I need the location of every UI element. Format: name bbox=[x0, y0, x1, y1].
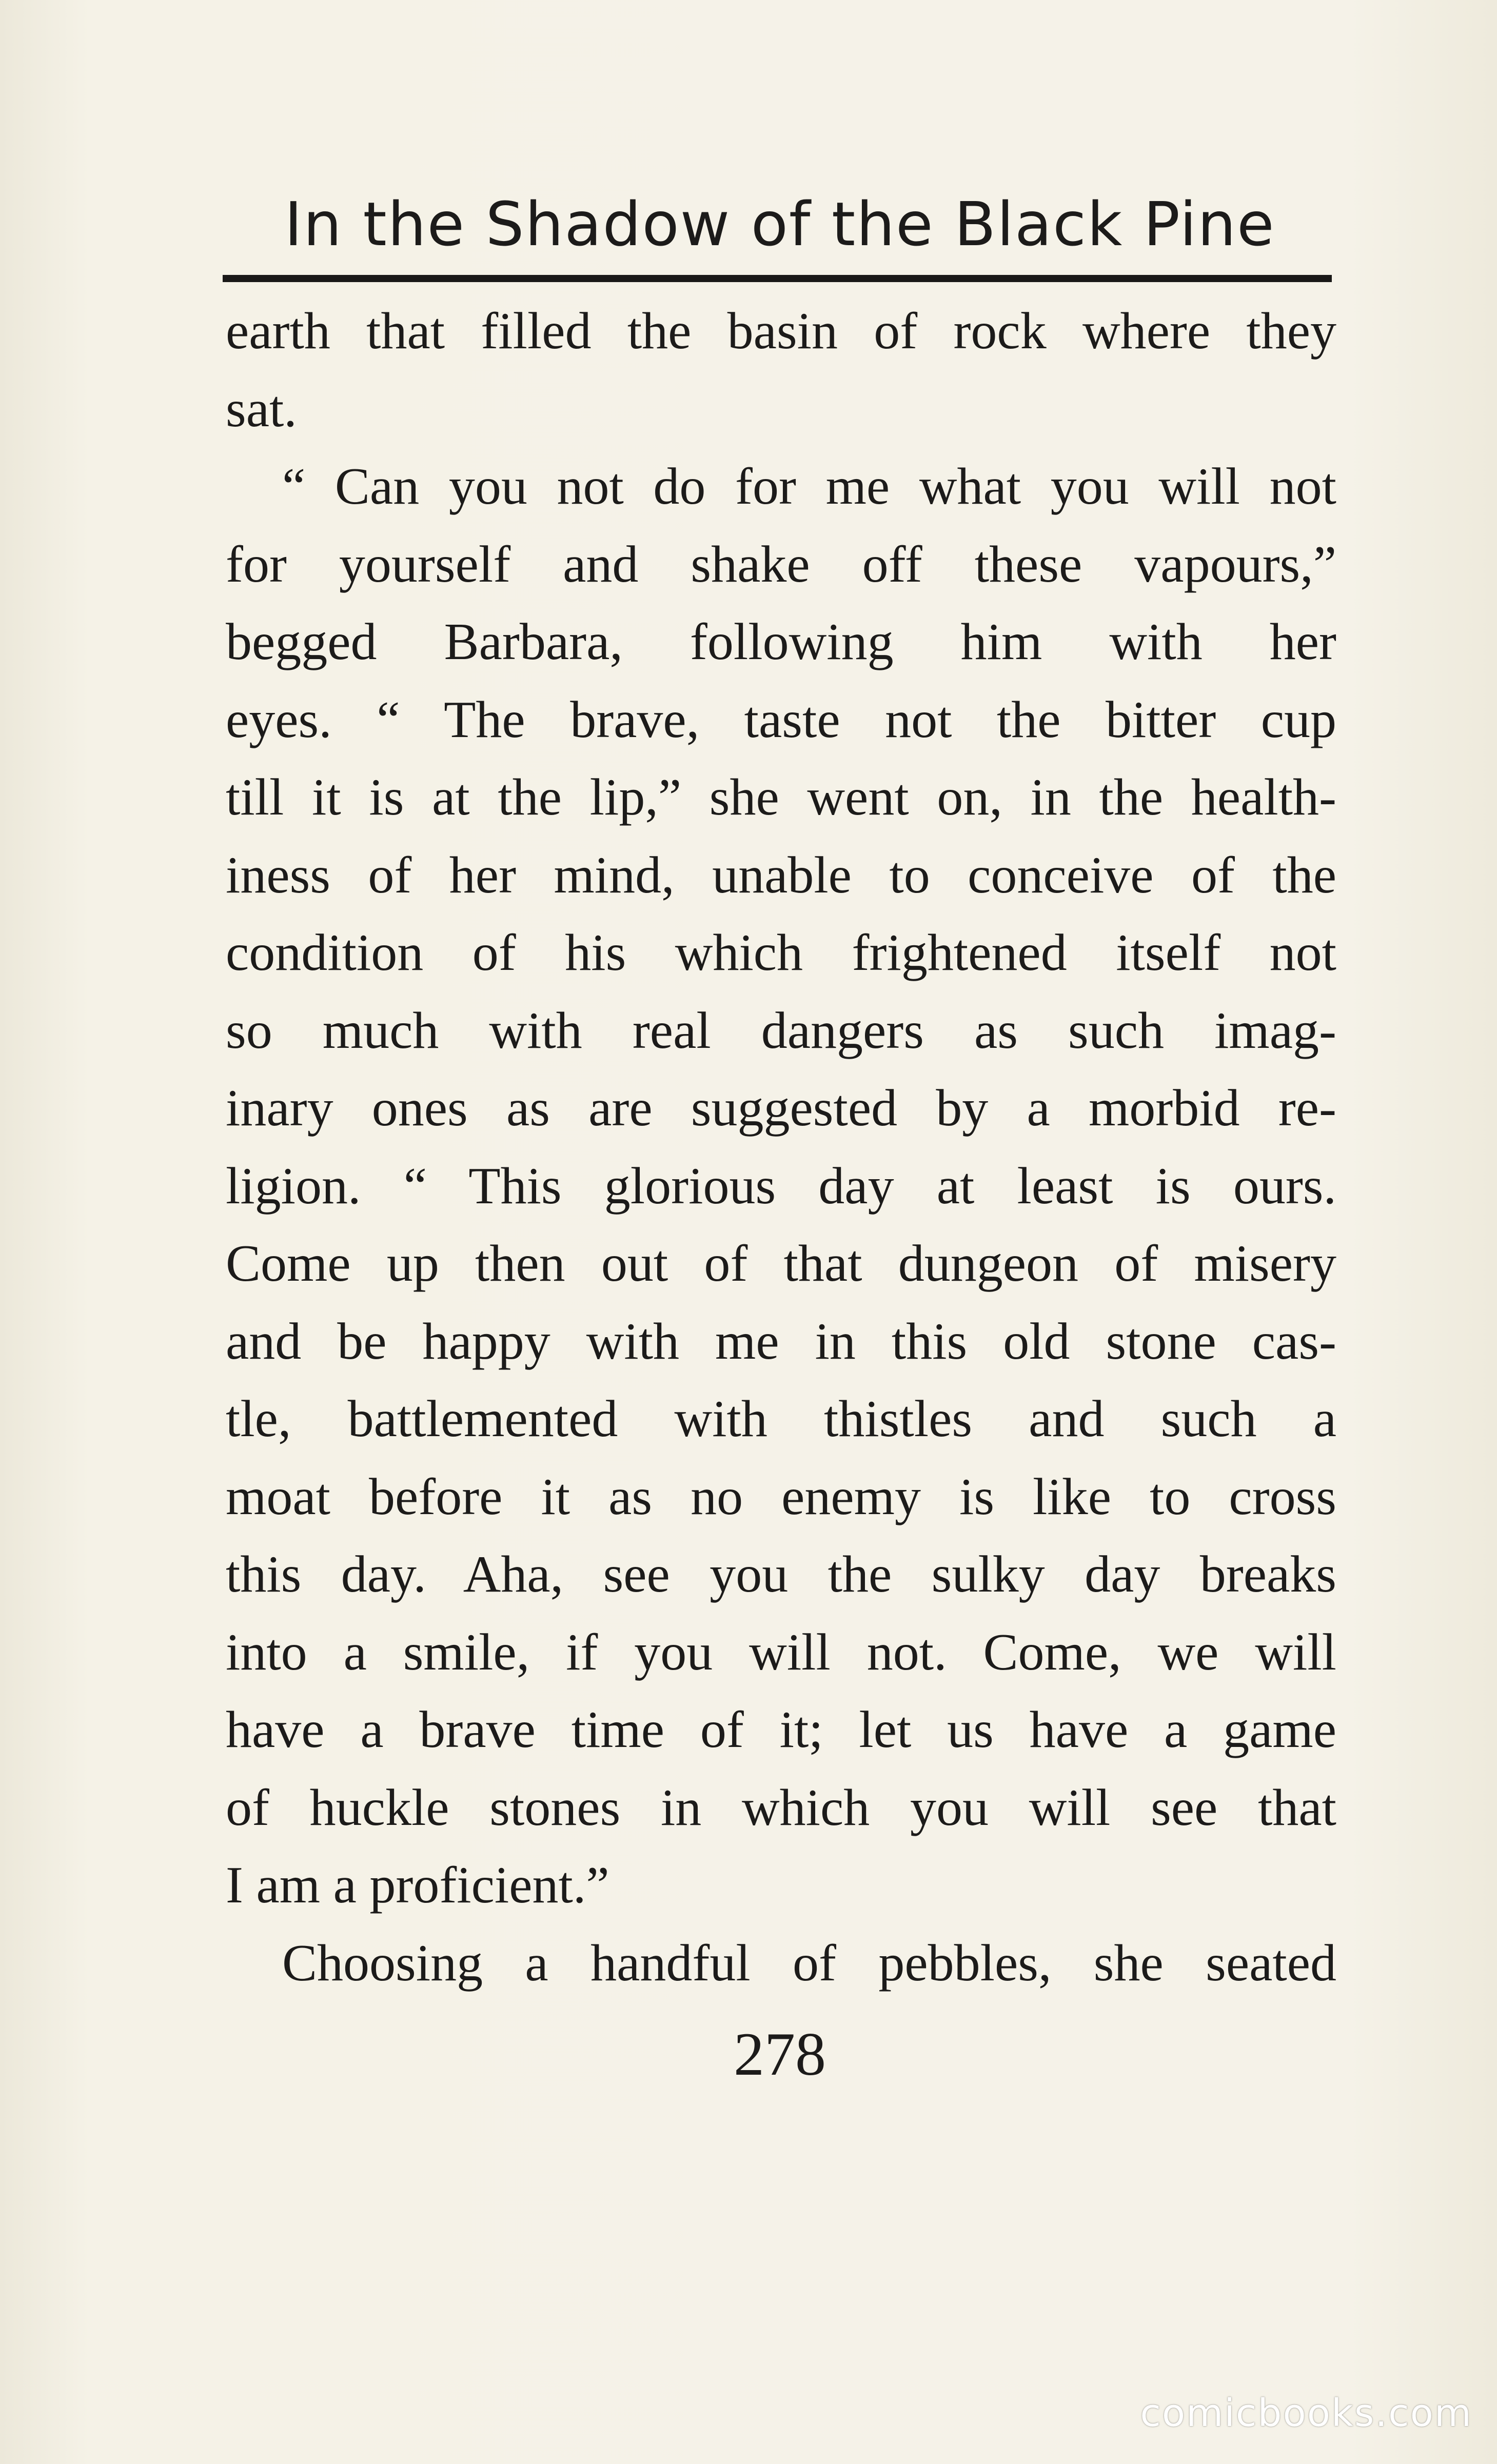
text-line: Choosing a handful of pebbles, she seated bbox=[282, 1934, 1336, 1992]
text-line: of huckle stones in which you will see that bbox=[226, 1778, 1336, 1837]
text-line: this day. Aha, see you the sulky day breaks bbox=[226, 1545, 1336, 1603]
text-line: ligion. “ This glorious day at least is ours. bbox=[226, 1157, 1336, 1215]
text-line: and be happy with me in this old stone cas- bbox=[226, 1312, 1336, 1370]
text-line: eyes. “ The brave, taste not the bitter cup bbox=[226, 690, 1336, 749]
text-line: I am a proficient.” bbox=[226, 1856, 609, 1914]
text-line: tle, battlemented with thistles and such a bbox=[226, 1390, 1336, 1448]
text-line: condition of his which frightened itself not bbox=[226, 924, 1336, 982]
text-line: into a smile, if you will not. Come, we will bbox=[226, 1623, 1336, 1681]
text-line: begged Barbara, following him with her bbox=[226, 613, 1336, 671]
text-line: sat. bbox=[226, 380, 297, 438]
text-line: earth that filled the basin of rock where they bbox=[226, 302, 1336, 360]
text-line: for yourself and shake off these vapours,” bbox=[226, 535, 1336, 593]
watermark: comicbooks.com bbox=[1140, 2391, 1472, 2435]
running-title: In the Shadow of the Black Pine bbox=[284, 189, 1275, 260]
header-rule bbox=[223, 275, 1332, 282]
text-line: till it is at the lip,” she went on, in the health- bbox=[226, 768, 1336, 826]
page-number: 278 bbox=[734, 2020, 826, 2088]
text-line: have a brave time of it; let us have a game bbox=[226, 1701, 1336, 1759]
text-line: Come up then out of that dungeon of misery bbox=[226, 1235, 1336, 1293]
text-line: so much with real dangers as such imag- bbox=[226, 1001, 1336, 1060]
text-line: inary ones as are suggested by a morbid re- bbox=[226, 1079, 1336, 1137]
text-line: iness of her mind, unable to conceive of the bbox=[226, 846, 1336, 904]
text-line: moat before it as no enemy is like to cross bbox=[226, 1467, 1336, 1526]
text-line: “ Can you not do for me what you will not bbox=[282, 458, 1336, 515]
body-text bbox=[226, 292, 1336, 2002]
